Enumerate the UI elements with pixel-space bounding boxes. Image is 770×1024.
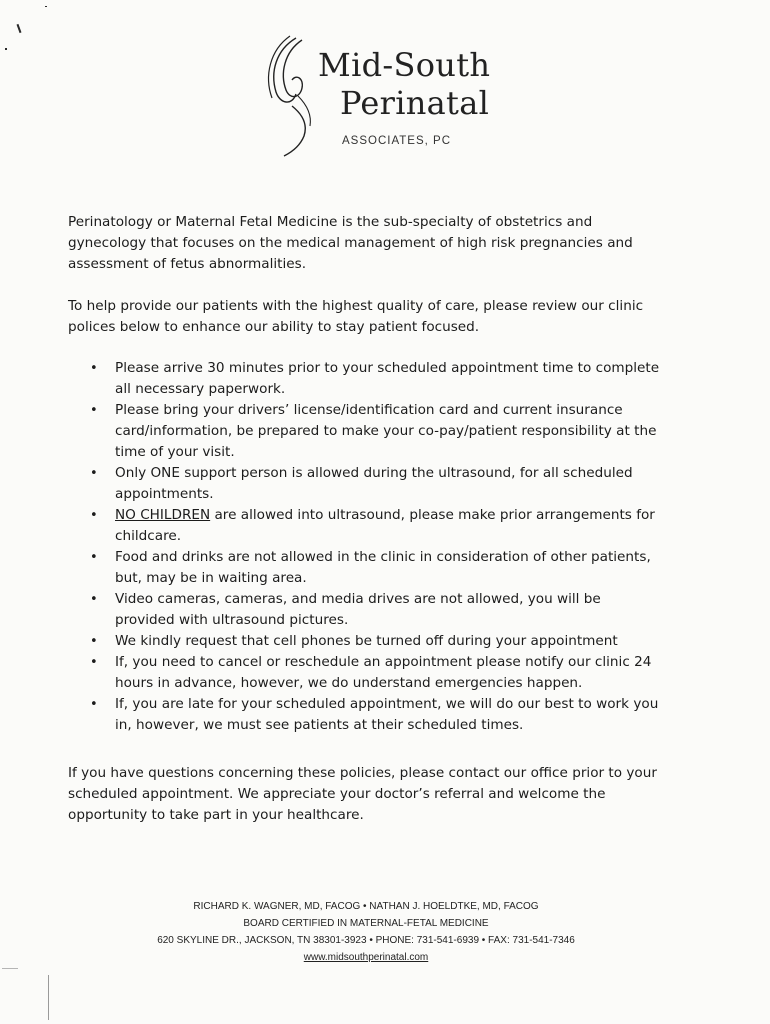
list-item [70,400,660,463]
scan-speck [5,48,7,50]
website-link[interactable]: www.midsouthperinatal.com [303,952,429,963]
letterhead-footer [80,898,652,966]
scan-edge-line [48,975,49,1020]
policy-text: If, you need to cancel or reschedule an appointment please notify our clinic 24 hours in advance, however, we do understand emergencies happen. [115,654,652,691]
swirl-logo-icon [262,32,322,162]
policy-text: are allowed into ultrasound, please make prior arrangements for childcare. [115,507,655,544]
list-item [70,694,660,736]
scan-edge-line [2,968,18,969]
bullet-icon: • [90,592,98,607]
bullet-icon: • [90,655,98,670]
policy-text: Video cameras, cameras, and media drives are not allowed, you will be provided with ultrasound pictures. [115,591,601,628]
logo-name-line1: Mid-South [318,46,491,84]
bullet-icon: • [90,361,98,376]
policy-text: If, you are late for your scheduled appointment, we will do our best to work you in, however, we must see patients at their scheduled times. [115,696,659,733]
bullet-icon: • [90,403,98,418]
closing-paragraph: If you have questions concerning these policies, please contact our office prior to your scheduled appointment. We appreciate your doctor’s referral and welcome the opportunity to take part in your healthcare. [68,765,657,823]
bullet-icon: • [90,550,98,565]
list-item [70,547,660,589]
list-item [70,589,660,631]
policy-text: We kindly request that cell phones be turned off during your appointment [115,633,618,649]
scan-speck [17,24,22,33]
scan-speck [45,6,47,7]
policy-text: Please arrive 30 minutes prior to your scheduled appointment time to complete all necessary paperwork. [115,360,660,397]
policy-intro-paragraph: To help provide our patients with the highest quality of care, please review our clinic polices below to enhance our ability to stay patient focused. [68,298,644,335]
logo-subtitle: ASSOCIATES, PC [342,135,452,147]
list-item [70,652,660,694]
certification-line: BOARD CERTIFIED IN MATERNAL-FETAL MEDICINE [243,918,489,929]
list-item [70,631,660,652]
policy-text: Only ONE support person is allowed during the ultrasound, for all scheduled appointments. [115,465,633,502]
list-item [70,463,660,505]
physicians-line: RICHARD K. WAGNER, MD, FACOG • NATHAN J. HOELDTKE, MD, FACOG [193,901,539,912]
intro-paragraph: Perinatology or Maternal Fetal Medicine is the sub-specialty of obstetrics and gynecology that focuses on the medical management of high risk pregnancies and assessment of fetus abnormalities. [68,214,633,272]
list-item [70,358,660,400]
no-children-emphasis: NO CHILDREN [115,507,211,523]
practice-logo [262,32,492,162]
bullet-icon: • [90,697,98,712]
logo-name-line2: Perinatal [340,84,490,122]
bullet-icon: • [90,466,98,481]
list-item [70,505,660,547]
contact-line: 620 SKYLINE DR., JACKSON, TN 38301-3923 • PHONE: 731-541-6939 • FAX: 731-541-7346 [157,935,575,946]
bullet-icon: • [90,508,98,523]
bullet-icon: • [90,634,98,649]
policy-text: Please bring your drivers’ license/identification card and current insurance card/information, be prepared to make your co-pay/patient responsibility at the time of your visit. [115,402,657,460]
policy-text: Food and drinks are not allowed in the clinic in consideration of other patients, but, may be in waiting area. [115,549,651,586]
policy-list [70,358,660,736]
